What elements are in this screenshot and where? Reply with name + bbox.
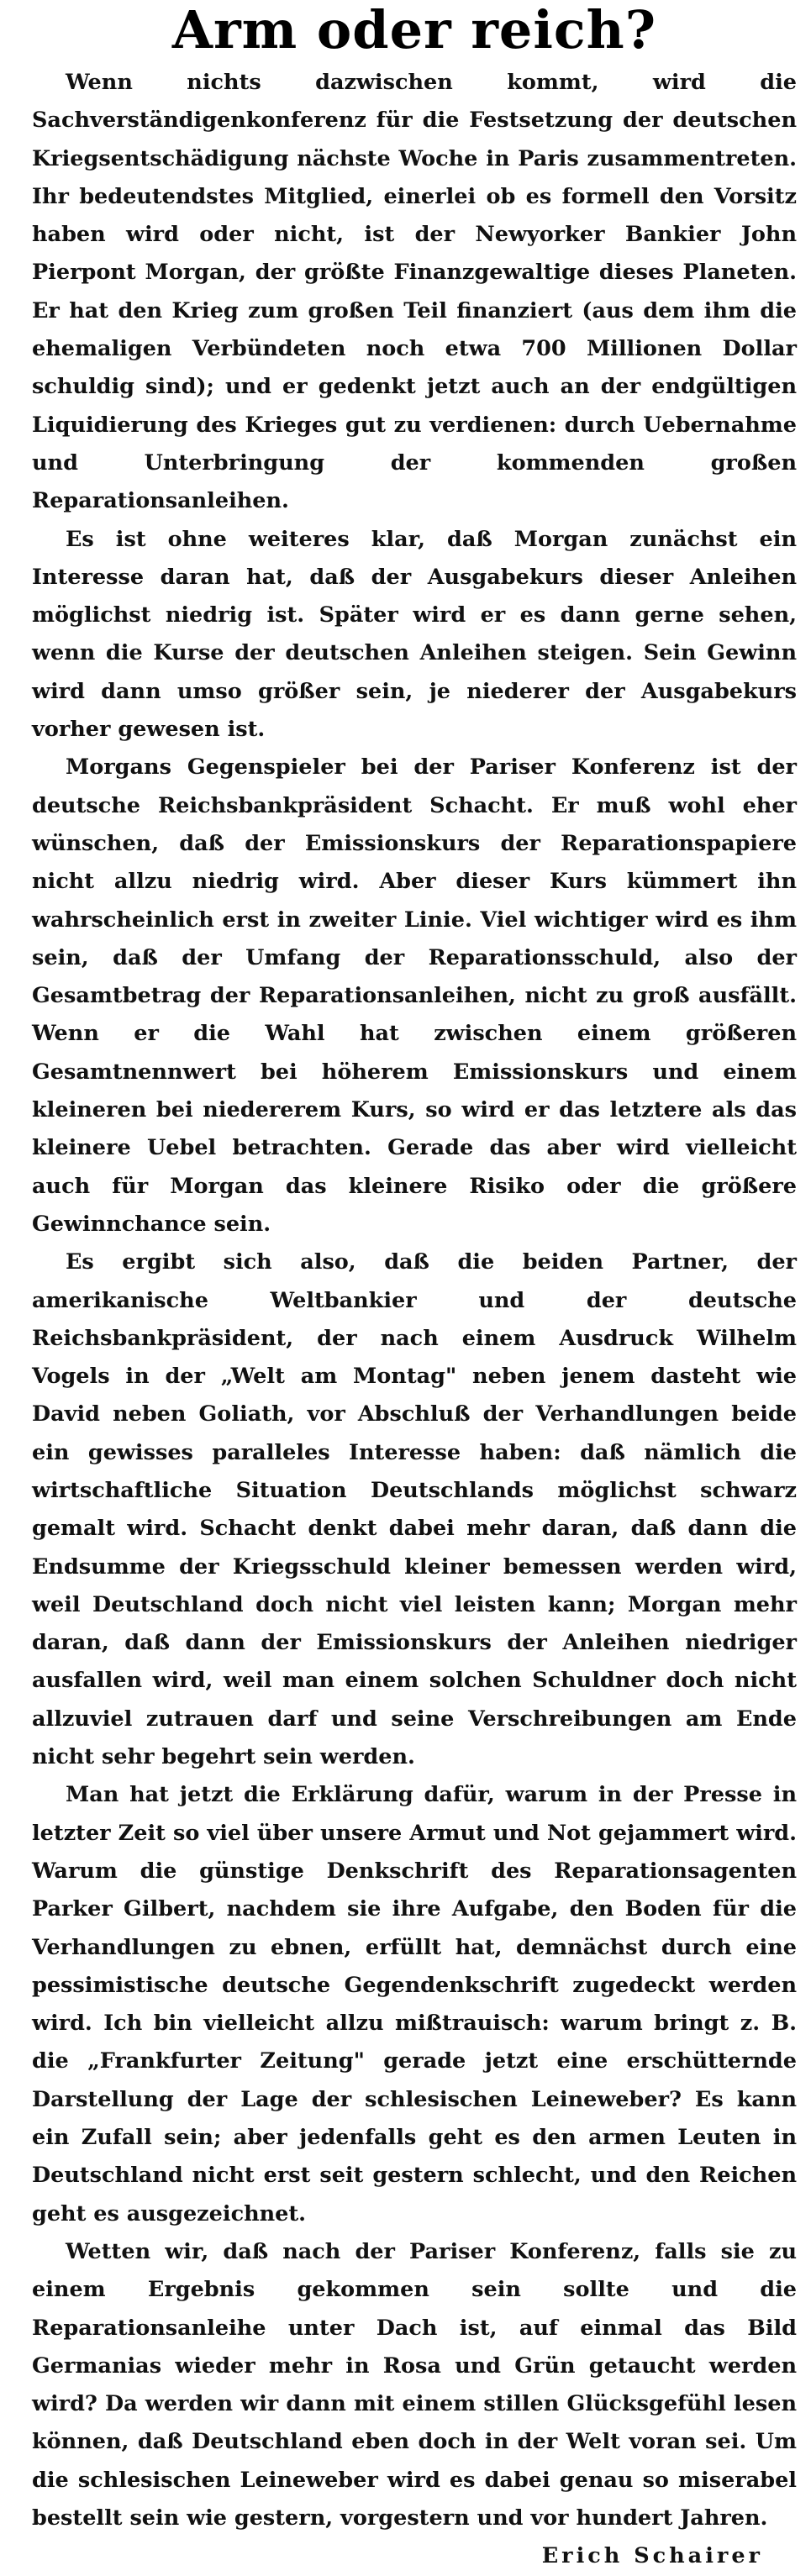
paragraph-1: Wenn nichts dazwischen kommt, wird die Sachverständigenkonferenz für die Festsetzung der deutschen Kriegsentschädigung nächste Woche in Paris zusammentreten. Ihr bedeutendstes Mitglied, einerlei ob es formell den Vorsitz haben wird oder nicht, ist der Newyorker Bankier John Pierpont Morgan, der größte Finanzgewaltige dieses Planeten. Er hat den Krieg zum großen Teil finanziert (aus dem ihm die ehemaligen Verbündeten noch etwa 700 Millionen Dollar schuldig sind); und er gedenkt jetzt auch an der endgültigen Liquidierung des Krieges gut zu verdienen: durch Uebernahme und Unterbringung der kommenden großen Reparationsanleihen. bbox=[32, 70, 797, 514]
paragraph-2: Es ist ohne weiteres klar, daß Morgan zunächst ein Interesse daran hat, daß der Ausgabekurs dieser Anleihen möglichst niedrig ist. Später wird er es dann gerne sehen, wenn die Kurse der deutschen Anleihen steigen. Sein Gewinn wird dann umso größer sein, je niederer der Ausgabekurs vorher gewesen ist. bbox=[32, 526, 797, 743]
article-headline: Arm oder reich? bbox=[171, 0, 657, 60]
paragraph-6: Wetten wir, daß nach der Pariser Konferenz, falls sie zu einem Ergebnis gekommen sein sollte und die Reparationsanleihe unter Dach ist, auf einmal das Bild Germanias wieder mehr in Rosa und Grün getaucht werden wird? Da werden wir dann mit einem stillen Glücksgefühl lesen können, daß Deutschland eben doch in der Welt voran sei. Um die schlesischen Leineweber wird es dabei genau so miserabel bestellt sein wie gestern, vorgestern und vor hundert Jahren. bbox=[32, 2238, 797, 2531]
paragraph-3: Morgans Gegenspieler bei der Pariser Konferenz ist der deutsche Reichsbankpräsident Schacht. Er muß wohl eher wünschen, daß der Emissionskurs der Reparationspapiere nicht allzu niedrig wird. Aber dieser Kurs kümmert ihn wahrscheinlich erst in zweiter Linie. Viel wichtiger wird es ihm sein, daß der Umfang der Reparationsschuld, also der Gesamtbetrag der Reparationsanleihen, nicht zu groß ausfällt. Wenn er die Wahl hat zwischen einem größeren Gesamtnennwert bei höherem Emissionskurs und einem kleineren bei niedererem Kurs, so wird er das letztere als das kleinere Uebel betrachten. Gerade das aber wird vielleicht auch für Morgan das kleinere Risiko oder die größere Gewinnchance sein. bbox=[32, 754, 797, 1237]
article-body bbox=[32, 64, 797, 2537]
paragraph-5: Man hat jetzt die Erklärung dafür, warum in der Presse in letzter Zeit so viel über unsere Armut und Not gejammert wird. Warum die günstige Denkschrift des Reparationsagenten Parker Gilbert, nachdem sie ihre Aufgabe, den Boden für die Verhandlungen zu ebnen, erfüllt hat, demnächst durch eine pessimistische deutsche Gegendenkschrift zugedeckt werden wird. Ich bin vielleicht allzu mißtrauisch: warum bringt z. B. die „Frankfurter Zeitung" gerade jetzt eine erschütternde Darstellung der Lage der schlesischen Leineweber? Es kann ein Zufall sein; aber jedenfalls geht es den armen Leuten in Deutschland nicht erst seit gestern schlecht, und den Reichen geht es ausgezeichnet. bbox=[32, 1782, 797, 2226]
author-signature: Erich Schairer bbox=[541, 2543, 763, 2569]
newspaper-article bbox=[32, 0, 797, 2569]
paragraph-4: Es ergibt sich also, daß die beiden Partner, der amerikanische Weltbankier und der deutsche Reichsbankpräsident, der nach einem Ausdruck Wilhelm Vogels in der „Welt am Montag" neben jenem dasteht wie David neben Goliath, vor Abschluß der Verhandlungen beide ein gewisses paralleles Interesse haben: daß nämlich die wirtschaftliche Situation Deutschlands möglichst schwarz gemalt wird. Schacht denkt dabei mehr daran, daß dann die Endsumme der Kriegsschuld kleiner bemessen werden wird, weil Deutschland doch nicht viel leisten kann; Morgan mehr daran, daß dann der Emissionskurs der Anleihen niedriger ausfallen wird, weil man einem solchen Schuldner doch nicht allzuviel zutrauen darf und seine Verschreibungen am Ende nicht sehr begehrt sein werden. bbox=[32, 1249, 797, 1770]
